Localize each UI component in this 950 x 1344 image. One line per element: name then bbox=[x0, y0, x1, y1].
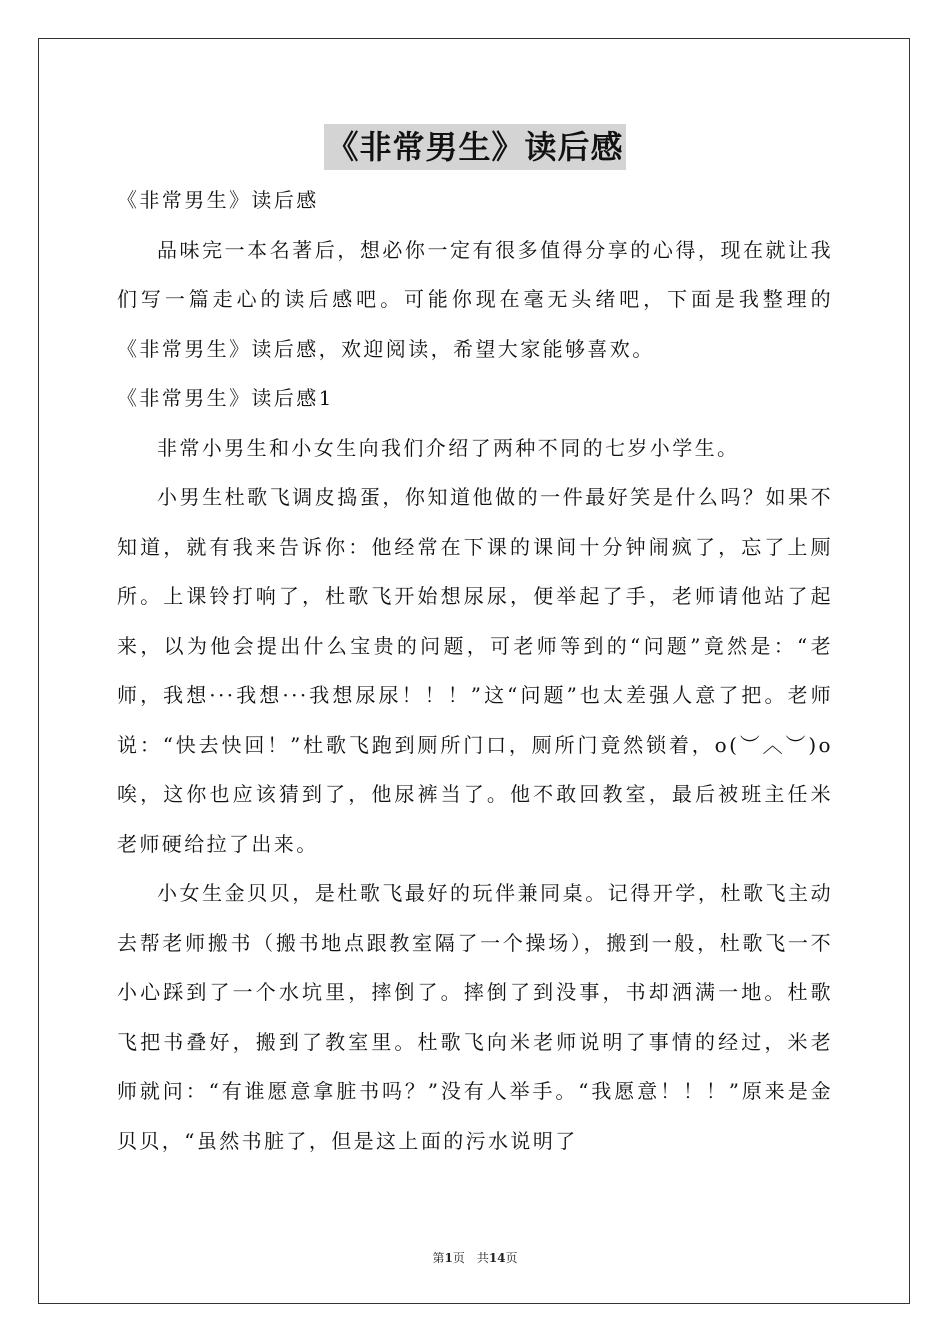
total-page-count: 14 bbox=[488, 1251, 506, 1265]
page-prefix: 第 bbox=[432, 1251, 445, 1265]
current-page-number: 1 bbox=[444, 1251, 453, 1265]
body-paragraph: 小男生杜歌飞调皮捣蛋，你知道他做的一件最好笑是什么吗？如果不知道，就有我来告诉你：他经常在下课的课间十分钟闹疯了，忘了上厕所。上课铃打响了，杜歌飞开始想尿尿，便举起了手，老师请他站了起来，以为他会提出什么宝贵的问题，可老师等到的“问题”竟然是：“老师，我想···我想···我想尿尿！！！”这“问题”也太差强人意了把。老师说：“快去快回！”杜歌飞跑到厕所门口，厕所门竟然锁着，o(︶︿︶)o唉，这你也应该猜到了，他尿裤当了。他不敢回教室，最后被班主任米老师硬给拉了出来。 bbox=[117, 485, 833, 856]
page-suffix: 页 bbox=[505, 1251, 518, 1265]
document-body bbox=[117, 176, 833, 1166]
document-title: 《非常男生》读后感 bbox=[324, 124, 625, 170]
section-heading: 《非常男生》读后感1 bbox=[117, 386, 334, 410]
page-footer bbox=[0, 1249, 950, 1266]
page-mid-text: 页 共 bbox=[452, 1251, 489, 1265]
intro-paragraph: 品味完一本名著后，想必你一定有很多值得分享的心得，现在就让我们写一篇走心的读后感吧。可能你现在毫无头绪吧，下面是我整理的《非常男生》读后感，欢迎阅读，希望大家能够喜欢。 bbox=[117, 237, 833, 361]
body-paragraph: 小女生金贝贝，是杜歌飞最好的玩伴兼同桌。记得开学，杜歌飞主动去帮老师搬书（搬书地点跟教室隔了一个操场），搬到一般，杜歌飞一不小心踩到了一个水坑里，摔倒了。摔倒了到没事，书却洒满一地。杜歌飞把书叠好，搬到了教室里。杜歌飞向米老师说明了事情的经过，米老师就问：“有谁愿意拿脏书吗？”没有人举手。“我愿意！！！”原来是金贝贝，“虽然书脏了，但是这上面的污水说明了 bbox=[117, 881, 833, 1153]
body-paragraph: 非常小男生和小女生向我们介绍了两种不同的七岁小学生。 bbox=[157, 435, 740, 460]
subtitle-line: 《非常男生》读后感 bbox=[117, 188, 319, 212]
title-container bbox=[0, 124, 950, 170]
